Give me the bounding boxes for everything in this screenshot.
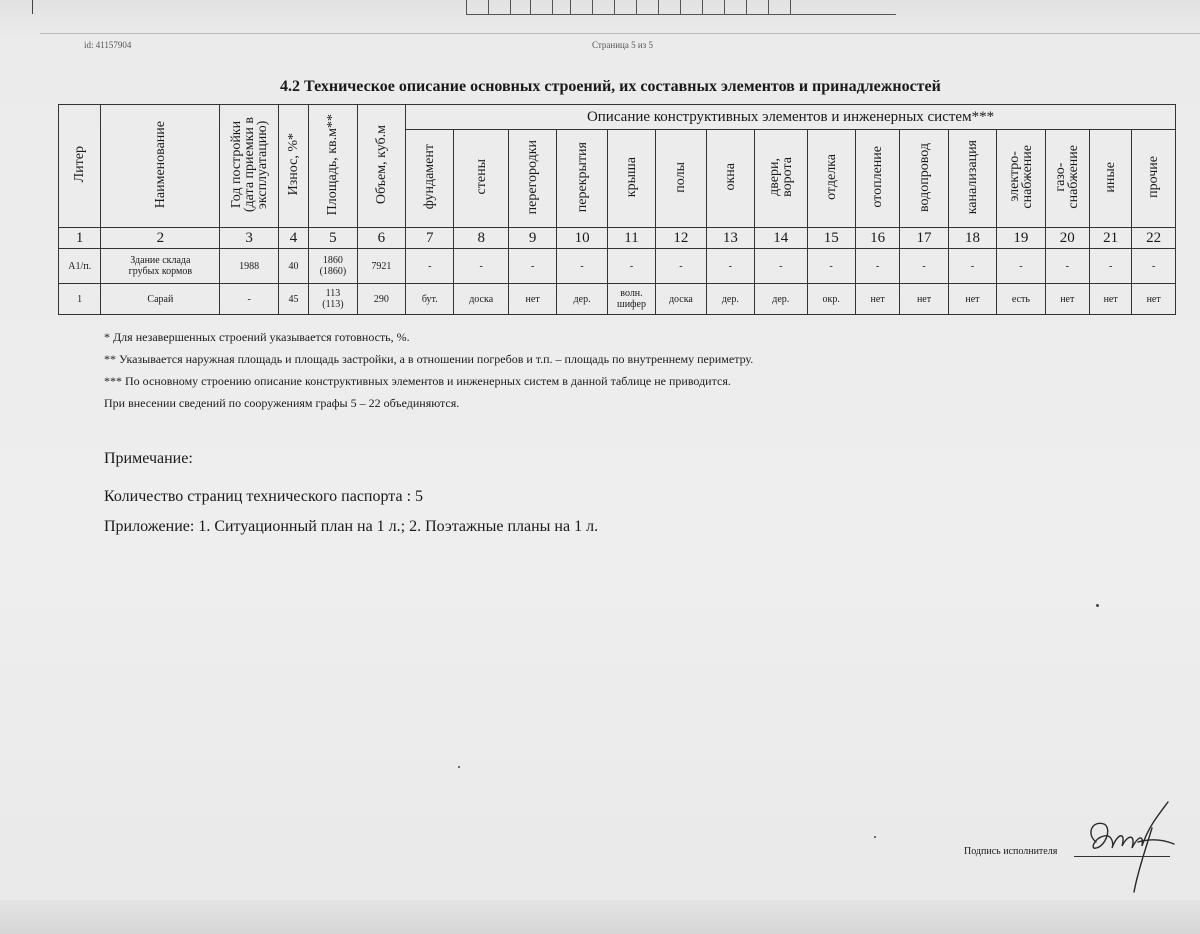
column-number: 10 <box>557 228 607 249</box>
table-cell: - <box>220 284 279 315</box>
table-cell: 1860 (1860) <box>309 249 357 284</box>
column-number: 18 <box>948 228 996 249</box>
table-cell: 113 (113) <box>309 284 357 315</box>
header-electricity: электро- снабжение <box>997 130 1045 228</box>
header-group-construction: Описание конструктивных элементов и инженерных систем*** <box>406 105 1176 130</box>
page-number: Страница 5 из 5 <box>592 40 653 50</box>
table-cell: нет <box>948 284 996 315</box>
table-cell: Здание склада грубых кормов <box>101 249 220 284</box>
previous-table-stub <box>466 0 896 15</box>
header-gas: газо- снабжение <box>1045 130 1089 228</box>
column-number: 14 <box>755 228 807 249</box>
buildings-table <box>58 104 1176 315</box>
table-cell: Сарай <box>101 284 220 315</box>
header-doors: двери, ворота <box>755 130 807 228</box>
header-sewerage: канализация <box>948 130 996 228</box>
footnotes <box>104 326 753 414</box>
header-area: Площадь, кв.м** <box>309 105 357 228</box>
table-cell: - <box>997 249 1045 284</box>
table-cell: окр. <box>807 284 855 315</box>
table-cell: 1 <box>59 284 101 315</box>
table-cell: 40 <box>278 249 308 284</box>
column-number: 6 <box>357 228 405 249</box>
table-cell: 1988 <box>220 249 279 284</box>
column-number: 17 <box>900 228 948 249</box>
table-cell: - <box>948 249 996 284</box>
header-liter: Литер <box>59 105 101 228</box>
column-number: 16 <box>855 228 899 249</box>
table-cell: нет <box>508 284 556 315</box>
header-partitions: перегородки <box>508 130 556 228</box>
scan-speck <box>874 836 876 838</box>
table-cell: - <box>607 249 655 284</box>
remark-label: Примечание: <box>104 450 193 467</box>
column-number: 13 <box>706 228 754 249</box>
table-row <box>59 284 1176 315</box>
attachments: Приложение: 1. Ситуационный план на 1 л.; 2. Поэтажные планы на 1 л. <box>104 518 599 535</box>
column-number: 4 <box>278 228 308 249</box>
table-cell: волн. шифер <box>607 284 655 315</box>
header-finishing: отделка <box>807 130 855 228</box>
header-floors-slabs: перекрытия <box>557 130 607 228</box>
header-misc: прочие <box>1132 130 1176 228</box>
footnote: *** По основному строению описание конструктивных элементов и инженерных систем в данной таблице не приводится. <box>104 374 731 388</box>
table-cell: - <box>406 249 454 284</box>
table-cell: 7921 <box>357 249 405 284</box>
header-volume: Объем, куб.м <box>357 105 405 228</box>
footnote: ** Указывается наружная площадь и площадь застройки, а в отношении погребов и т.п. – площадь по внутреннему периметру. <box>104 352 754 366</box>
header-foundation: фундамент <box>406 130 454 228</box>
header-water: водопровод <box>900 130 948 228</box>
column-number: 11 <box>607 228 655 249</box>
column-number: 2 <box>101 228 220 249</box>
scan-line <box>40 33 1200 34</box>
table-cell: дер. <box>706 284 754 315</box>
table-cell: - <box>1132 249 1176 284</box>
header-roof: крыша <box>607 130 655 228</box>
table-cell: - <box>1089 249 1131 284</box>
column-number: 15 <box>807 228 855 249</box>
table-cell: нет <box>1132 284 1176 315</box>
table-cell: нет <box>1089 284 1131 315</box>
column-number: 20 <box>1045 228 1089 249</box>
header-windows: окна <box>706 130 754 228</box>
column-number: 9 <box>508 228 556 249</box>
column-number: 3 <box>220 228 279 249</box>
table-cell: - <box>706 249 754 284</box>
table-cell: - <box>508 249 556 284</box>
table-cell: - <box>807 249 855 284</box>
table-cell: есть <box>997 284 1045 315</box>
header-heating: отопление <box>855 130 899 228</box>
table-cell: нет <box>1045 284 1089 315</box>
table-cell: 45 <box>278 284 308 315</box>
header-year: Год постройки (дата приемки в эксплуатацию) <box>220 105 279 228</box>
footnote: При внесении сведений по сооружениям графы 5 – 22 объединяются. <box>104 396 460 410</box>
table-cell: - <box>755 249 807 284</box>
table-cell: доска <box>656 284 706 315</box>
table-cell: бут. <box>406 284 454 315</box>
scan-speck <box>458 766 460 768</box>
column-number: 8 <box>454 228 508 249</box>
header-floors: полы <box>656 130 706 228</box>
column-number: 5 <box>309 228 357 249</box>
footnote: * Для незавершенных строений указывается готовность, %. <box>104 330 410 344</box>
column-number: 22 <box>1132 228 1176 249</box>
signature-label: Подпись исполнителя <box>964 846 1058 857</box>
table-cell: доска <box>454 284 508 315</box>
page-bottom-edge <box>0 900 1200 934</box>
column-number: 7 <box>406 228 454 249</box>
scan-speck <box>1096 604 1099 607</box>
header-other: иные <box>1089 130 1131 228</box>
table-cell: - <box>557 249 607 284</box>
table-cell: нет <box>900 284 948 315</box>
column-number: 19 <box>997 228 1045 249</box>
header-walls: стены <box>454 130 508 228</box>
column-number: 1 <box>59 228 101 249</box>
table-cell: нет <box>855 284 899 315</box>
table-cell: - <box>656 249 706 284</box>
section-title: 4.2 Техническое описание основных строений, их составных элементов и принадлежностей <box>280 78 941 95</box>
header-name: Наименование <box>101 105 220 228</box>
signature-icon <box>1082 798 1182 894</box>
column-number-row <box>59 228 1176 249</box>
column-number: 12 <box>656 228 706 249</box>
page-count: Количество страниц технического паспорта : 5 <box>104 488 424 505</box>
table-cell: 290 <box>357 284 405 315</box>
table-row <box>59 249 1176 284</box>
table-cell: - <box>855 249 899 284</box>
table-cell: - <box>1045 249 1089 284</box>
document-id: id: 41157904 <box>84 40 132 50</box>
table-cell: А1/п. <box>59 249 101 284</box>
table-cell: - <box>900 249 948 284</box>
table-cell: дер. <box>557 284 607 315</box>
column-number: 21 <box>1089 228 1131 249</box>
table-cell: дер. <box>755 284 807 315</box>
table-cell: - <box>454 249 508 284</box>
scan-mark <box>32 0 33 14</box>
header-wear: Износ, %* <box>278 105 308 228</box>
